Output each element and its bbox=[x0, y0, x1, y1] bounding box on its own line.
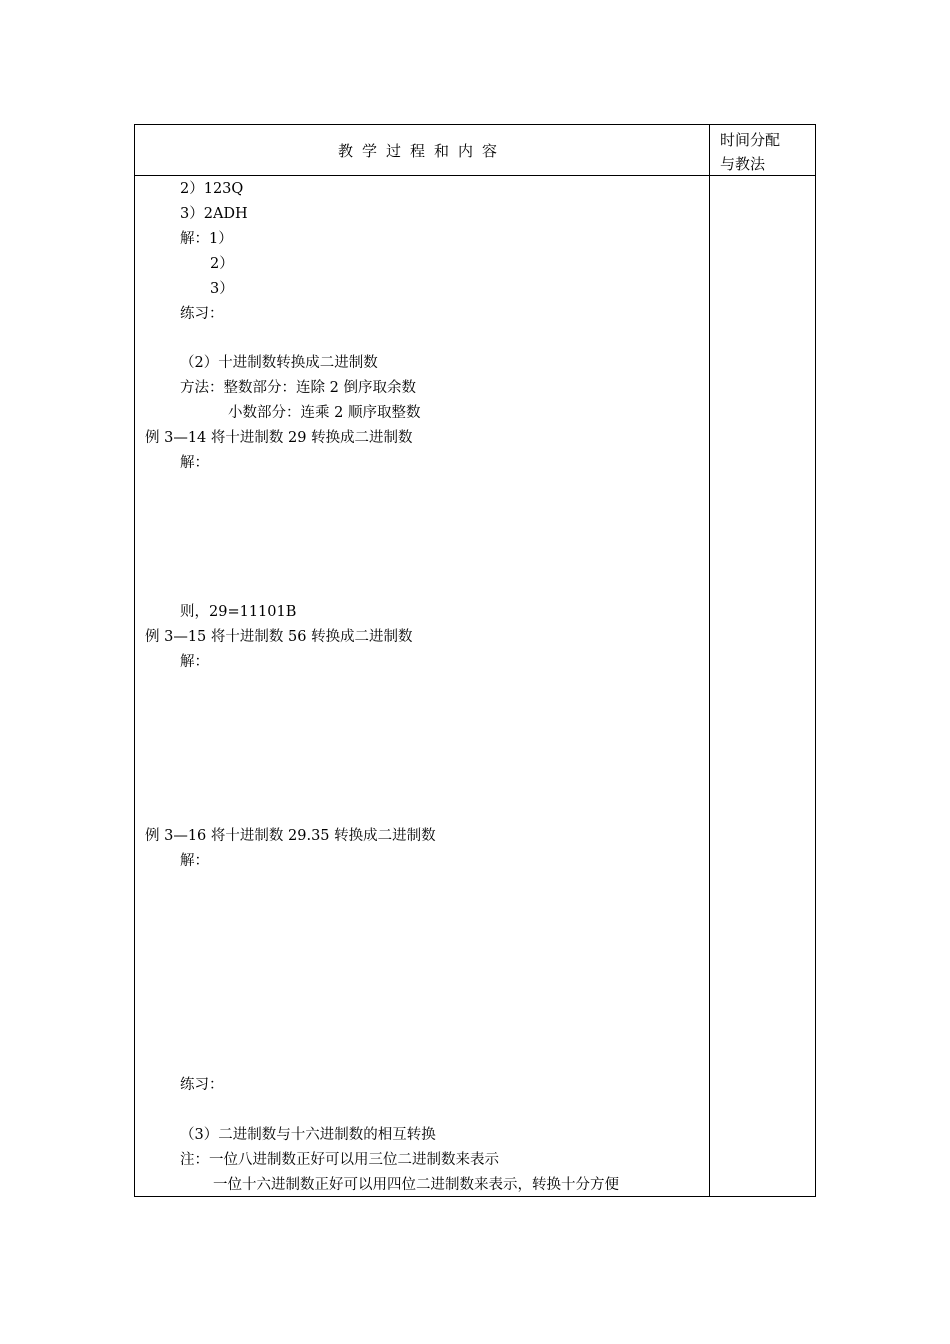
text-line: 则，29=11101B bbox=[180, 604, 297, 620]
header-side-line2: 与教法 bbox=[720, 155, 766, 173]
lesson-table bbox=[134, 124, 816, 1197]
text-line: 方法：整数部分：连除 2 倒序取余数 bbox=[180, 380, 416, 396]
example-heading: 例 3—15 将十进制数 56 转换成二进制数 bbox=[145, 629, 413, 645]
section-heading: （3）二进制数与十六进制数的相互转换 bbox=[180, 1127, 436, 1143]
text-line: 小数部分：连乘 2 顺序取整数 bbox=[228, 405, 421, 421]
header-teaching-process: 教学过程和内容 bbox=[337, 141, 506, 160]
text-line: 解： bbox=[180, 455, 209, 471]
text-line: 3）2ADH bbox=[180, 206, 248, 222]
text-line: 2）123Q bbox=[180, 181, 244, 197]
example-heading: 例 3—14 将十进制数 29 转换成二进制数 bbox=[145, 430, 413, 446]
text-line: 解： bbox=[180, 654, 209, 670]
text-line: 一位十六进制数正好可以用四位二进制数来表示，转换十分方便 bbox=[213, 1177, 619, 1193]
text-line: 解： bbox=[180, 853, 209, 869]
column-divider bbox=[709, 125, 710, 1196]
text-line: 练习： bbox=[180, 1077, 224, 1093]
example-heading: 例 3—16 将十进制数 29.35 转换成二进制数 bbox=[145, 828, 436, 844]
text-line: 练习： bbox=[180, 306, 224, 322]
header-time-method bbox=[720, 128, 810, 176]
text-line: 注：一位八进制数正好可以用三位二进制数来表示 bbox=[180, 1152, 499, 1168]
text-line: 解：1） bbox=[180, 231, 233, 247]
content-cell bbox=[135, 125, 709, 1196]
section-heading: （2）十进制数转换成二进制数 bbox=[180, 355, 378, 371]
text-line: 2） bbox=[210, 256, 234, 272]
text-line: 3） bbox=[210, 281, 234, 297]
header-side-line1: 时间分配 bbox=[720, 131, 781, 149]
